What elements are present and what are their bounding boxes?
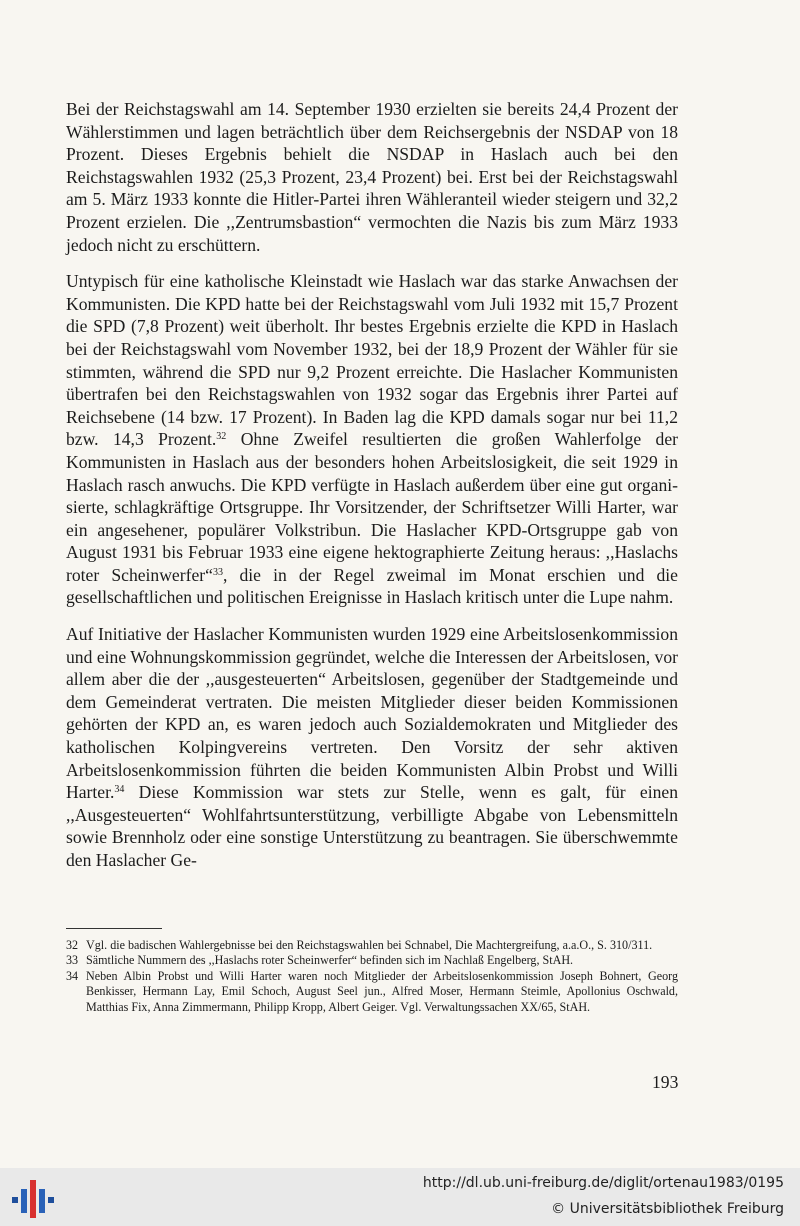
footnote-number: 34: [66, 968, 79, 983]
footnote: [66, 969, 678, 1015]
paragraph-text: Untypisch für eine katholische Kleinstadt wie Haslach war das starke Anwachsen der Kommunisten. Die KPD hatte bei der Reichstagswahl vom Juli 1932 mit 15,7 Prozent die SPD (7,8 Prozent) weit überholt. Ihr bestes Ergebnis erzielte die KPD in Haslach bei der Reichstagswahl vom November 1932, bei der 18,9 Prozent der Wähler für sie stimmten, während die SPD nur 9,2 Prozent erreichte. Die Haslacher Kommunisten übertrafen bei den Reichstagswahlen von 1932 sogar das Ergebnis ihrer Partei auf Reichsebene (14 bzw. 17 Prozent). In Baden lag die KPD damals sogar nur bei 11,2 bzw. 14,3 Prozent.: [66, 271, 678, 450]
footnote-text: Vgl. die badischen Wahlergebnisse bei den Reichstagswahlen bei Schnabel, Die Machtergreifung, a.a.O., S. 310/311.: [86, 938, 653, 952]
footnote-reference: 33: [212, 566, 223, 578]
footnotes: [66, 938, 678, 1015]
paragraph-text: Diese Kommission war stets zur Stelle, wenn es galt, für einen ,,Ausgesteuerten“ Wohlfahrtsunterstützung, verbilligte Abgabe von Lebensmitteln sowie Brennholz oder eine sonstige Unterstützung zu beantragen. Sie überschwemmte den Haslacher Ge-: [66, 782, 678, 870]
paragraph-text: , die in der Regel zweimal im Monat erschien und die gesellschaftlichen und politischen Ereignisse in Haslach kritisch unter die Lupe nahm.: [66, 564, 678, 608]
ub-freiburg-logo-icon: [10, 1178, 54, 1220]
footnote-separator: [66, 928, 162, 929]
footnote-text: Neben Albin Probst und Willi Harter waren noch Mitglieder der Arbeitslosenkommission Joseph Bohnert, Georg Benkisser, Hermann Lay, Emil Schoch, August Seel jun., Alfred Moser, Hermann Steimle, Apollonius Oschwald, Matthias Fix, Anna Zimmermann, Philipp Kropp, Albert Geiger. Vgl. Verwaltungssachen XX/65, StAH.: [86, 968, 678, 1014]
copyright-notice: © Universitätsbibliothek Freiburg: [551, 1201, 784, 1217]
page-number: 193: [652, 1072, 679, 1092]
footnote-number: 33: [66, 953, 79, 968]
paragraph-text: Ohne Zweifel resultierten die großen Wahlerfolge der Kommunisten in Haslach aus der besonders hohen Arbeitslosigkeit, die seit 1929 in Haslach rasch anwuchs. Die KPD verfügte in Haslach außerdem über eine gut organisierte, schlagkräftige Ortsgruppe. Ihr Vorsitzender, der Schriftsetzer Willi Harter, war ein angesehener, populärer Volkstribun. Die Haslacher KPD-Ortsgruppe gab von August 1931 bis Februar 1933 eine eigene hektographierte Zeitung heraus: ,,Haslachs roter Scheinwerfer“: [66, 429, 679, 585]
body-text: [66, 98, 678, 886]
paragraph: [66, 270, 678, 609]
footnote-reference: 34: [114, 784, 125, 796]
viewer-footer-bar: [0, 1168, 800, 1226]
paragraph-text: Auf Initiative der Haslacher Kommunisten wurden 1929 eine Arbeitslosenkommission und eine Wohnungskommission gegründet, welche die Interessen der Arbeitslosen, vor allem aber die der ,,ausgesteuerten“ Arbeitslosen, gegenüber der Stadtgemeinde und dem Gemeinderat vertraten. Die meisten Mitglieder dieser beiden Kommissionen gehörten der KPD an, es waren jedoch auch Sozialdemokraten und Mitglieder des katholischen Kolpingvereins vertreten. Den Vorsitz der sehr aktiven Arbeitslosenkommission führten die beiden Kommunisten Albin Probst und Willi Harter.: [66, 624, 678, 803]
footnote-number: 32: [66, 938, 79, 952]
footnote: [66, 938, 678, 953]
paragraph-text: Bei der Reichstagswahl am 14. September 1930 erzielten sie bereits 24,4 Prozent der Wählerstimmen und lagen beträchtlich über dem Reichsergebnis der NSDAP von 18 Prozent. Dieses Ergebnis behielt die NSDAP in Haslach auch bei den Reichstagswahlen 1932 (25,3 Prozent, 23,4 Prozent) bei. Erst bei der Reichstagswahl am 5. März 1933 konnte die Hitler-Partei ihren Wähleranteil wieder steigern und 32,2 Prozent erzielen. Die ,,Zentrumsbastion“ vermochten die Nazis bis zum März 1933 jedoch nicht zu erschüttern.: [66, 99, 678, 255]
paragraph: [66, 98, 678, 256]
permalink-url[interactable]: http://dl.ub.uni-freiburg.de/diglit/ortenau1983/0195: [422, 1175, 784, 1191]
footnote-text: Sämtliche Nummern des ,,Haslachs roter Scheinwerfer“ befinden sich im Nachlaß Engelberg, StAH.: [86, 953, 574, 968]
footnote: [66, 953, 678, 968]
paragraph: [66, 623, 678, 872]
footnote-reference: 32: [216, 431, 227, 443]
